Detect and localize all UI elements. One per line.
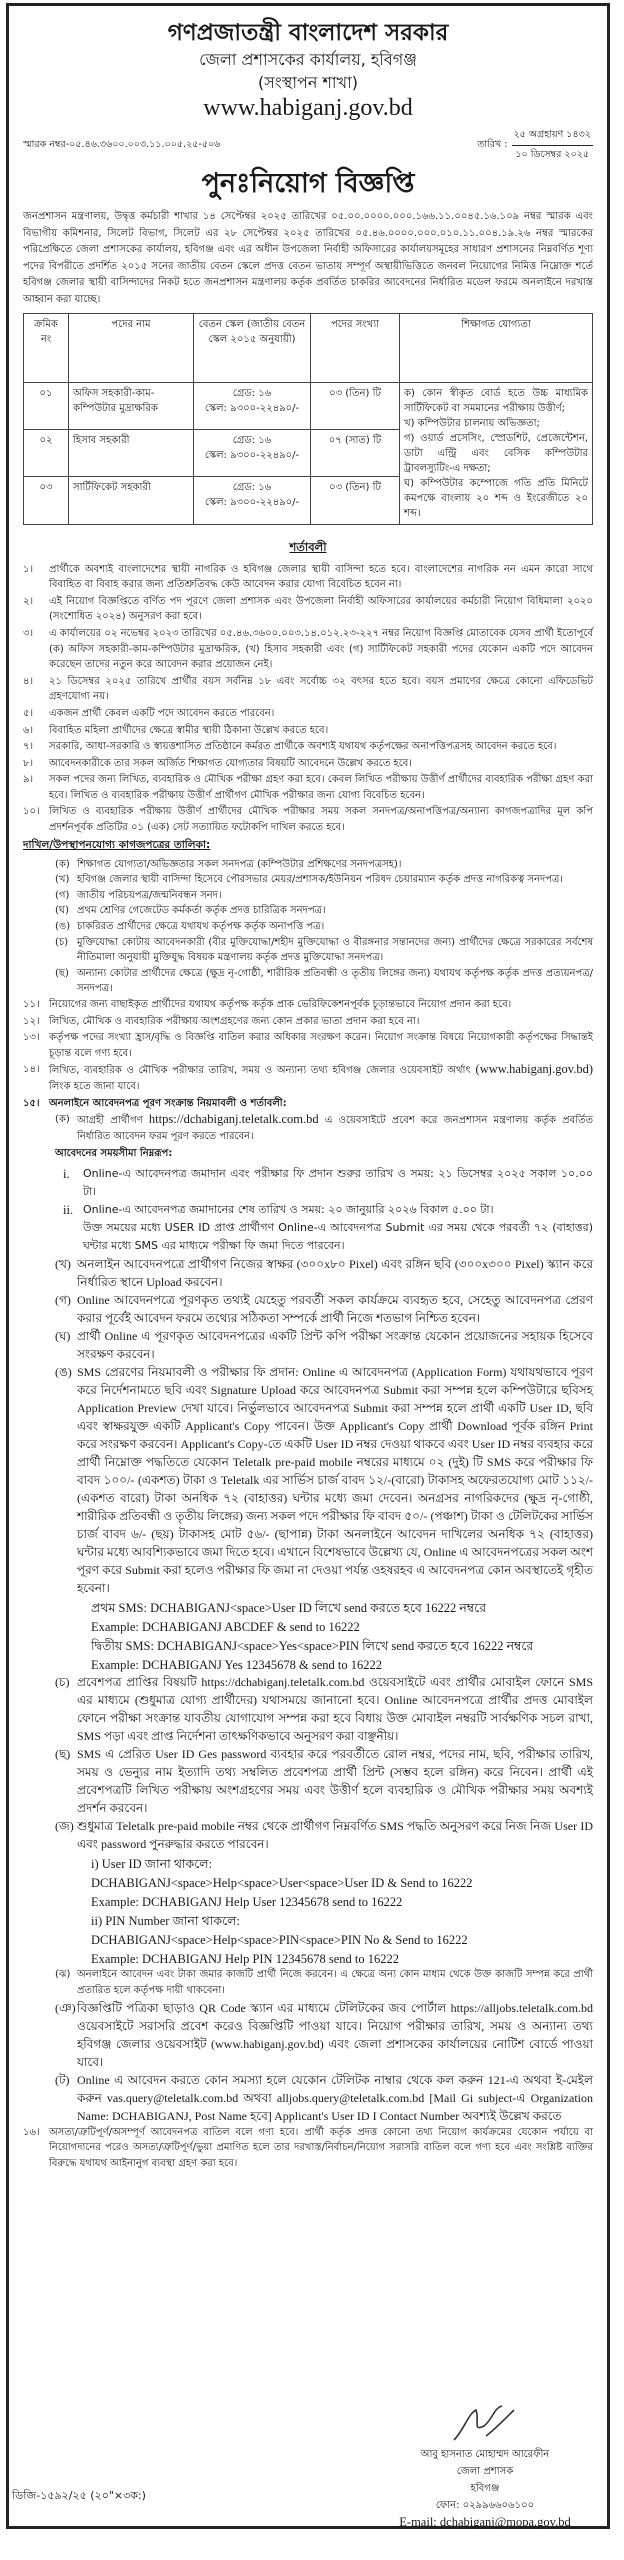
clause-text: সরকারি, আধা-সরকারি ও স্বায়ত্তশাসিত প্রতিষ্ঠানে কর্মরত প্রার্থীকে অবশ্যই যথাযথ কর্তৃপক্ষের অনাপত্তিপত্রসহ আবেদন করতে হবে। bbox=[49, 741, 557, 753]
clause-text: আবেদনকারীকে তার সকল অর্জিত শিক্ষাগত যোগ্যতার বিষয়টি আবেদনে উল্লেখ করতে হবে। bbox=[49, 757, 412, 769]
item-text: শুধুমাত্র Teletalk pre-paid mobile নম্বর থেকে প্রার্থীগণ নিম্নবর্ণিত SMS পদ্ধতি অনুসরণ করে নিজ নিজ User ID এবং password পুনরুদ্ধার করতে পারবেন। bbox=[77, 1819, 593, 1852]
online-item-jha bbox=[55, 1967, 593, 1998]
document-item bbox=[55, 903, 593, 919]
signature-block bbox=[370, 2400, 600, 2531]
clause-text: কর্তৃপক্ষ পদের সংখ্যা হ্রাস/বৃদ্ধি ও বিজ্ঞপ্তি বাতিল করার অধিকার সংরক্ষণ করেন। নিয়োগ সংক্রান্ত বিষয়ে নিয়োগকারী কর্তৃপক্ষের সিদ্ধান্তই চূড়ান্ত বলে গণ্য হবে। bbox=[49, 1032, 593, 1059]
clause-text: এ কার্যালয়ের ০২ নভেম্বর ২০২৩ তারিখের ০৫.৪৬.৩৬০০.০০৩.১৪.০১২.২৩-২২৭ নম্বর নিয়োগ বিজ্ঞপ্তি মোতাবেক যেসব প্রার্থী ইতোপূর্বে (ক) অফিস সহকারী-কাম-কম্পিউটার মুদ্রাক্ষরিক, (খ) হিসাব সহকারী এবং (গ) সার্টিফিকেট সহকারী পদের যেকোন একটি পদে আবেদন করেছেন তাদের নতুন করে আবেদন করার প্রয়োজন নেই। bbox=[49, 627, 594, 671]
clause-text: ২১ ডিসেম্বর ২০২৫ তারিখে প্রার্থীর বয়স সর্বনিম্ন ১৮ এবং সর্বোচ্চ ৩২ বৎসর হতে হবে। বয়স প্রমাণের ক্ষেত্রে কোনো এফিডেভিট গ্রহণযোগ্য নয়। bbox=[49, 675, 593, 703]
item-text: Online আবেদনপত্রে পূরণকৃত তথ্যই যেহেতু পরবর্তী সকল কার্যক্রমে ব্যবহৃত হবে, সেহেতু আবেদনপত্র প্রেরণ করার পূর্বেই আবেদন ফরমে তথ্যের সঠিকতা সম্পর্কে প্রার্থী নিজে শতভাগ নিশ্চিত হবেন। bbox=[77, 1293, 593, 1326]
grade: গ্রেড: ১৬ bbox=[232, 387, 272, 399]
pay-scale-cell bbox=[194, 429, 311, 476]
sms-first-example: Example: DCHABIGANJ ABCDEF & send to 16222 bbox=[91, 1620, 360, 1635]
clause-number: ৭। bbox=[23, 741, 34, 753]
recovery-userid-example: Example: DCHABIGANJ Help User 12345678 send to 16222 bbox=[91, 1895, 403, 1910]
recovery-pin-example: Example: DCHABIGANJ Help PIN 12345678 send to 16222 bbox=[91, 1952, 399, 1967]
clause-text: লিখিত, মৌখিক ও ব্যবহারিক পরীক্ষায় অংশগ্রহণের জন্য কোন প্রকার ভাতা প্রদান করা হবে না। bbox=[49, 1015, 420, 1027]
clause-text: এই নিয়োগ বিজ্ঞপ্তিতে বর্ণিত পদ পূরণে জেলা প্রশাসক এবং উপজেলা নির্বাহী অফিসারের কার্যালয়ের কর্মচারী নিয়োগ বিধিমালা ২০২০ (সংশোধিত ২০২৪) অনুসরণ করা হবে। bbox=[49, 595, 593, 623]
branch-name: (সংস্থাপন শাখা) bbox=[258, 73, 358, 92]
item-text: অন্যান্য কোটার প্রার্থীদের ক্ষেত্রে (ক্ষুদ্র নৃ-গোষ্ঠী, শারীরিক প্রতিবন্ধী ও তৃতীয় লিঙ্গের জন্য) যথাযথ কর্তৃপক্ষ কর্তৃক প্রদত্ত প্রত্যয়নপত্র/সনদপত্র। bbox=[77, 967, 593, 995]
date-bangla: ২৫ অগ্রহায়ণ ১৪৩২ bbox=[512, 128, 594, 146]
memo-row bbox=[23, 128, 593, 163]
document-item bbox=[55, 919, 593, 935]
clause-number: ১১। bbox=[23, 999, 40, 1010]
clause-number: ১২। bbox=[23, 1015, 40, 1027]
item-marker: (ঘ) bbox=[55, 1329, 71, 1344]
date-gregorian: ১০ ডিসেম্বর ২০২৫ bbox=[515, 149, 590, 160]
website-link[interactable]: www.habiganj.gov.bd bbox=[203, 95, 413, 121]
qualification-item: ঘ) কম্পিউটার কম্পোজে গতি প্রতি মিনিটে কমপক্ষে বাংলায় ২০ শব্দ ও ইংরেজীতে ২০ শব্দ। bbox=[404, 477, 588, 519]
condition-9 bbox=[23, 772, 593, 803]
deadline-item bbox=[63, 1201, 593, 1219]
deadline-note: উক্ত সময়ের মধ্যে USER ID প্রাপ্ত প্রার্থীগণ Online-এ আবেদনপত্র Submit এর সময় থেকে পরবর্তী ৭২ (বাহাত্তর) ঘন্টার মধ্যে SMS এর মাধ্যমে পরীক্ষা ফি জমা দিতে পারবেন। bbox=[83, 1221, 593, 1253]
item-marker: (খ) bbox=[55, 1257, 71, 1272]
clause-text: অসত্য/ত্রুটিপূর্ণ/অসম্পূর্ণ আবেদনপত্র বাতিল বলে গণ্য হবে। প্রার্থী কর্তৃক প্রদত্ত কোনো তথ্য নিয়োগ কার্যক্রমের যেকোন পর্যায়ে বা নিয়োগদানের পরেও অসত্য/ত্রুটিপূর্ণ/ভুয়া প্রমাণিত হলে তার দরখাস্ত/নির্বাচন/নিয়োগ সরাসরি বাতিল বলে গণ্য হবে এবং সংশ্লিষ্ট ব্যক্তির বিরুদ্ধে যথাযথ আইনানুগ ব্যবস্থা গ্রহণ করা হবে। bbox=[49, 2126, 593, 2169]
clause-text: একজন প্রার্থী কেবল একটি পদে আবেদন করতে পারবেন। bbox=[49, 707, 275, 719]
sms-second: দ্বিতীয় SMS: DCHABIGANJ<space>Yes<space>PIN লিখে send করতে হবে 16222 নম্বরে bbox=[91, 1639, 534, 1654]
document-item bbox=[55, 888, 593, 904]
scale: স্কেল: ৯৩০০-২২৪৯০/- bbox=[204, 402, 300, 414]
clause-text: লিখিত ও ব্যবহারিক পরীক্ষায় উত্তীর্ণ প্রার্থীদের মৌখিক পরীক্ষার সময় সকল সনদপত্র/অনাপত্তিপত্র/অন্যান্য কাগজপত্রাদির মূল কপি প্রদর্শনপূর্বক প্রতিটির ০১ (এক) সেট সত্যায়িত ফটোকপি দাখিল করতে হবে। bbox=[49, 806, 593, 834]
clause-number: ১। bbox=[23, 563, 34, 575]
item-text: অনলাইনে আবেদন এবং টাকা জমার কাজটি প্রার্থী নিজে করবেন। এ ক্ষেত্রে অন্য কোন মাধ্যম থেকে উক্ত কাজটি সম্পন্ন করে প্রার্থী প্রতারিত হলে কর্তৃপক্ষ দায়ী থাকবেনা। bbox=[77, 1969, 593, 1996]
recovery-userid-title: i) User ID জানা থাকলে: bbox=[91, 1857, 213, 1872]
online-item-ka bbox=[55, 1112, 593, 1144]
item-text: Online-এ আবেদনপত্র জমাদানের শেষ তারিখ ও সময়: ২০ জানুয়ারি ২০২৬ বিকাল ৫.০০ টা। bbox=[83, 1203, 494, 1217]
online-item-uma bbox=[55, 1363, 593, 1597]
recovery-userid-format: DCHABIGANJ<space>Help<space>User<space>User ID & Send to 16222 bbox=[91, 1876, 473, 1891]
condition-7 bbox=[23, 739, 593, 755]
grade: গ্রেড: ১৬ bbox=[232, 482, 272, 494]
online-item-kha bbox=[55, 1255, 593, 1291]
item-text: মুক্তিযোদ্ধা কোটায় আবেদনকারী (বীর মুক্তিযোদ্ধা/শহীদ মুক্তিযোদ্ধা ও বীরঙ্গনার সন্তানদের জন্য) প্রার্থীদের ক্ষেত্রে সরকারের সর্বশেষ নীতিমালা অনুযায়ী মুক্তিযুদ্ধ বিষয়ক মন্ত্রণালয় কর্তৃক প্রদত্ত মুক্তিযোদ্ধা সনদপত্র। bbox=[77, 936, 593, 964]
document-item bbox=[55, 966, 593, 997]
clause-number: ১৬। bbox=[23, 2126, 40, 2138]
online-item-ga bbox=[55, 1291, 593, 1327]
qualification-item: ক) কোন স্বীকৃত বোর্ড হতে উচ্চ মাধ্যমিক সার্টিফিকেট বা সমমানের পরীক্ষায় উত্তীর্ণ; bbox=[404, 387, 588, 414]
item-marker: (খ) bbox=[55, 874, 70, 886]
item-marker: i. bbox=[63, 1167, 70, 1182]
condition-15 bbox=[23, 1096, 593, 1112]
posts-table bbox=[23, 313, 593, 525]
memo-number: স্মারক নম্বর-০৫.৪৬.৩৬০০.০০৩.১১.০০৫.২৫-৫০৬ bbox=[23, 139, 221, 150]
clause-text: বিবাহিত মহিলা প্রার্থীদের ক্ষেত্রে স্বামীর স্থায়ী ঠিকানা উল্লেখ করতে হবে। bbox=[49, 724, 329, 736]
clause-text bbox=[49, 1062, 593, 1094]
clause-number: ১০। bbox=[23, 806, 40, 818]
item-marker: (ঝ) bbox=[55, 1969, 71, 1981]
online-item-nya bbox=[55, 1999, 593, 2071]
document-item bbox=[55, 857, 593, 873]
online-item-gha bbox=[55, 1327, 593, 1363]
table-row bbox=[24, 382, 593, 429]
clause-tail: লিংক হতে জানা যাবে। bbox=[49, 1080, 140, 1092]
condition-2 bbox=[23, 594, 593, 625]
signatory-phone: ফোন: ০২৯৯৬৬০৬১০০ bbox=[435, 2500, 535, 2511]
col-serial: ক্রমিক নং bbox=[24, 313, 69, 382]
table-header-row bbox=[24, 313, 593, 382]
item-marker: (ক) bbox=[55, 1114, 70, 1126]
post-count-cell: ০৩ (তিন) টি bbox=[311, 382, 400, 429]
col-post-name: পদের নাম bbox=[69, 313, 194, 382]
post-name-cell: হিসাব সহকারী bbox=[69, 429, 194, 476]
clause-number: ৫। bbox=[23, 707, 34, 719]
sms-second-example: Example: DCHABIGANJ Yes 12345678 & send to 16222 bbox=[91, 1658, 382, 1673]
signatory-designation: জেলা প্রশাসক bbox=[456, 2466, 514, 2477]
item-marker: (ট) bbox=[55, 2072, 70, 2087]
item-text: প্রবেশপত্র প্রাপ্তির বিষয়টি https://dchabiganj.teletalk.com.bd ওয়েবসাইটে এবং প্রার্থীর মোবাইল ফোনে SMS এর মাধ্যমে (শুধুমাত্র যোগ্য প্রার্থীদের) যথাসময়ে জানানো হবে। Online আবেদনপত্রে প্রার্থীর প্রদত্ত মোবাইল ফোনে পরীক্ষা সংক্রান্ত যাবতীয় যোগাযোগ সম্পন্ন করা হবে বিধায় উক্ত মোবাইল নম্বরটি সার্বক্ষণিক সচল রাখা, SMS পড়া এবং প্রাপ্ত নির্দেশনা তাৎক্ষণিকভাবে অনুসরণ করা বাঞ্ছনীয়। bbox=[77, 1675, 593, 1744]
deadline-item bbox=[63, 1165, 593, 1201]
website-link[interactable]: (www.habiganj.gov.bd) bbox=[475, 1062, 593, 1077]
serial-cell: ০৩ bbox=[24, 477, 69, 524]
clause-text: অনলাইনে আবেদনপত্র পূরণ সংক্রান্ত নিয়মাবলী ও শর্তাবলী: bbox=[49, 1097, 287, 1109]
item-text: Online-এ আবেদনপত্র জমাদান এবং পরীক্ষার ফি প্রদান শুরুর তারিখ ও সময়: ২১ ডিসেম্বর ২০২৫ সকাল ১০.০০ টা। bbox=[83, 1167, 593, 1199]
grade: গ্রেড: ১৬ bbox=[232, 434, 272, 446]
condition-13 bbox=[23, 1030, 593, 1061]
item-marker: (চ) bbox=[55, 1675, 70, 1690]
condition-12 bbox=[23, 1014, 593, 1030]
clause-number: ৩। bbox=[23, 627, 34, 639]
item-marker: (ক) bbox=[55, 858, 70, 870]
condition-6 bbox=[23, 723, 593, 739]
clause-number: ১৫। bbox=[23, 1097, 40, 1109]
recovery-pin-format: DCHABIGANJ<space>Help<space>PIN<space>PIN No & Send to 16222 bbox=[91, 1933, 468, 1948]
item-marker: ii. bbox=[63, 1203, 74, 1218]
online-item-chha bbox=[55, 1745, 593, 1817]
clause-number: ৪। bbox=[23, 675, 34, 687]
item-text: বিজ্ঞপ্তিটি পত্রিকা ছাড়াও QR Code স্ক্যান এর মাধ্যমে টেলিটকের জব পোর্টাল https://alljobs.teletalk.com.bd ওয়েবসাইটে সরাসরি প্রবেশ করেও বিজ্ঞপ্তিটি পাওয়া যাবে। নিয়োগ পরীক্ষার তারিখ, সময় ও অন্যান্য তথ্য হবিগঞ্জ জেলার ওয়েবসাইট (www.habiganj.gov.bd) এবং জেলা প্রশাসকের কার্যালয়ের নোটিশ বোর্ডে পাওয়া যাবে। bbox=[77, 2000, 593, 2069]
item-marker: (ঘ) bbox=[55, 905, 69, 917]
signatory-name: আবু হাসনাত মোহাম্মদ আরেফীন bbox=[420, 2449, 550, 2460]
col-post-count: পদের সংখ্যা bbox=[311, 313, 400, 382]
document-item bbox=[55, 935, 593, 966]
post-count-cell: ০৭ (সাত) টি bbox=[311, 429, 400, 476]
clause-text: নিয়োগের জন্য বাছাইকৃত প্রার্থীদের যথাযথ কর্তৃপক্ষ কর্তৃক প্রাক ভেরিফিকেশনপূর্বক চূড়ান্তভাবে নিয়োগ প্রদান করা হবে। bbox=[49, 999, 512, 1010]
item-marker: (গ) bbox=[55, 1293, 71, 1308]
clause-number: ২। bbox=[23, 595, 34, 607]
signature-icon bbox=[450, 2400, 520, 2446]
online-item-ja bbox=[55, 1817, 593, 1853]
date-block bbox=[477, 128, 593, 163]
col-pay-scale: বেতন স্কেল (জাতীয় বেতন স্কেল ২০১৫ অনুযায়ী) bbox=[194, 313, 311, 382]
notice-title: পুনঃনিয়োগ বিজ্ঞপ্তি bbox=[201, 168, 415, 199]
application-url-link[interactable]: https://dchabiganj.teletalk.com.bd bbox=[148, 1112, 319, 1127]
scale: স্কেল: ৯৩০০-২২৪৯০/- bbox=[204, 497, 300, 509]
footer-code: ডিজি-১৫৯২/২৫ (২০"×৩ক:) bbox=[12, 2489, 146, 2502]
condition-8 bbox=[23, 756, 593, 772]
condition-10 bbox=[23, 804, 593, 835]
clause-text: প্রার্থীকে অবশ্যই বাংলাদেশের স্থায়ী নাগরিক ও হবিগঞ্জ জেলার স্থায়ী বাসিন্দা হতে হবে। বাংলাদেশের নাগরিক নন এমন কারো সাথে বিবাহিত বা বিবাহ করার জন্য প্রতিশ্রুতিবদ্ধ কেউ আবেদন করার যোগ্য বিবেচিত হবেন না। bbox=[49, 563, 593, 591]
item-text: Online এ আবেদন করতে কোন সমস্যা হলে যেকোন টেলিটক নাম্বার থেকে কল করুন 121-এ অথবা ই-মেইল করুন vas.query@teletalk.com.bd অথবা alljobs.query@teletalk.com.bd [Mail Gi subject-এ Organization Name: DCHABIGANJ, Post Name হবে] Applicant's User ID I Contact Number অবশ্যই উল্লেখ করতে bbox=[77, 2072, 593, 2123]
item-pre: আগ্রহী প্রার্থীগণ bbox=[77, 1115, 143, 1127]
post-name-cell: অফিস সহকারী-কাম-কম্পিউটার মুদ্রাক্ষরিক bbox=[69, 382, 194, 429]
office-name: জেলা প্রশাসকের কার্যালয়, হবিগঞ্জ bbox=[199, 50, 417, 69]
clause-body: লিখিত, ব্যবহারিক ও মৌখিক পরীক্ষার তারিখ, সময় ও অন্যান্য তথ্য হবিগঞ্জ জেলার ওয়েবসাইট অর্থাৎ bbox=[49, 1065, 471, 1077]
item-text: SMS প্রেরণের নিয়মাবলী ও পরীক্ষার ফি প্রদান: Online এ আবেদনপত্র (Application Form) যথাযথভাবে পূরণ করে নির্দেশনামতে ছবি এবং Signature Upload করে আবেদনপত্র Submit করা সম্পন্ন হলে কম্পিউটারে ছবিসহ Application Preview দেখা যাবে। নির্ভুলভাবে আবেদনপত্র Submit করা সম্পন্ন হলে প্রার্থী একটি User ID, ছবি এবং স্বাক্ষরযুক্ত একটি Applicant's Copy পাবেন। উক্ত Applicant's Copy প্রার্থী Download পূর্বক রঙ্গিন Print করে সংরক্ষণ করবেন। Applicant's Copy-তে একটি User ID নম্বর দেওয়া থাকবে এবং User ID নম্বর ব্যবহার করে প্রার্থী নিম্নোক্ত পদ্ধতিতে যেকোন Teletalk pre-paid mobile নম্বরের মাধ্যমে ০২ (দুই) টি SMS করে পরীক্ষার ফি বাবদ ১০০/- (একশত) টাকা ও Teletalk এর সার্ভিস চার্জ বাবদ ১২/-(বারো) টাকাসহ অফেরতযোগ্য মোট ১১২/-(একশত বারো) টাকা অনধিক ৭২ (বাহাত্তর) ঘন্টার মধ্যে জমা দেবেন। অনগ্রসর নাগরিকদের (ক্ষুদ্র নৃ-গোষ্ঠী, শারীরিক প্রতিবন্ধী ও তৃতীয় লিঙ্গের) জন্য সকল পদে পরীক্ষার ফি বাবদ ৫০/- (পঞ্চাশ) টাকা ও টেলিটকের সার্ভিস চার্জ বাবদ ৬/- (ছয়) টাকাসহ মোট ৫৬/- (ছাপান্ন) টাকা অনলাইনে আবেদন দাখিলের অনধিক ৭২ (বাহাত্তর) ঘন্টার মধ্যে আবশ্যিকভাবে জমা দিতে হবে। এখানে বিশেষভাবে উল্লেখ্য যে, Online এ আবেদনপত্রের সকল অংশ পূরণ করে Submit করা হলেও পরীক্ষার ফি জমা না দেওয়া পর্যন্ত ওহষরহব এ আবেদনপত্র কোন অবস্থাতেই গৃহীত হবেনা। bbox=[77, 1365, 593, 1596]
condition-16 bbox=[23, 2125, 593, 2172]
signatory-district: হবিগঞ্জ bbox=[470, 2483, 500, 2494]
item-text: জাতীয় পরিচয়পত্র/জন্মনিবন্ধন সনদ। bbox=[77, 889, 222, 901]
clause-number: ১৪। bbox=[23, 1064, 40, 1076]
item-marker: (জ) bbox=[55, 1819, 74, 1834]
item-text: অনলাইন আবেদনপত্রে প্রার্থীগণ নিজের স্বাক্ষর (৩০০x৮০ Pixel) এবং রঙ্গিন ছবি (৩০০x৩০০ Pixel) স্ক্যান করে নির্ধারিত স্থানে Upload করবেন। bbox=[77, 1257, 593, 1290]
scale: স্কেল: ৯৩০০-২২৪৯০/- bbox=[204, 449, 300, 461]
condition-1 bbox=[23, 562, 593, 593]
date-label: তারিখ : bbox=[477, 139, 508, 150]
document-item bbox=[55, 872, 593, 888]
intro-paragraph: জনপ্রশাসন মন্ত্রণালয়, উদ্বৃত্ত কর্মচারী শাখার ১৪ সেপ্টেম্বর ২০২৫ তারিখের ০৫.০০.০০০০.০০০.১৬৬.১১.০০৪৫.১৬.১০৯ নম্বর স্মারক এবং বিভাগীয় কমিশনার, সিলেট বিভাগ, সিলেট এর ২৮ সেপ্টেম্বর ২০২৫ তারিখের ০৫.৪৬.০০০০.০০০.০১০.১১.০০৪.১৯.২৬ নম্বর স্মারকের পরিপ্রেক্ষিতে জেলা প্রশাসকের কার্যালয়, হবিগঞ্জ এবং এর অধীন উপজেলা নির্বাহী অফিসারের কার্যালয়সমূহের সাধারণ প্রশাসনের নিম্নবর্ণিত শূণ্য পদের বিপরীতে প্রদর্শিত ২০১৫ সনের জাতীয় বেতন স্কেলে প্রদত্ত বেতন ভাতায় সম্পূর্ণ অস্থায়ীভিত্তিতে জনবল নিয়োগের নিমিত্ত নিম্নোক্ত শর্তে হবিগঞ্জ জেলার স্থায়ী বাসিন্দাদের নিকট হতে জনপ্রশাসন মন্ত্রণালয় কর্তৃক প্রবর্তিত চাকরির আবেদনের নির্ধারিত মডেল ফরমে অনলাইনে দরখাস্ত আহ্বান করা যাচ্ছে। bbox=[23, 211, 593, 305]
clause-text: সকল পদের জন্য লিখিত, ব্যবহারিক ও মৌখিক পরীক্ষা গ্রহণ করা হবে। কেবল লিখিত পরীক্ষায় উত্তীর্ণ প্রার্থীদের ব্যবহারিক পরীক্ষা গ্রহণ করা হবে। লিখিত ও ব্যবহারিক পরীক্ষায় উত্তীর্ণ প্রার্থীগণ মৌখিক পরীক্ষার জন্য যোগ্য বিবেচিত হবেন। bbox=[49, 774, 593, 801]
signatory-email[interactable]: E-mail: dchabiganj@mopa.gov.bd bbox=[399, 2515, 571, 2529]
col-qualification: শিক্ষাগত যোগ্যতা bbox=[400, 313, 593, 382]
clause-number: ৬। bbox=[23, 724, 34, 736]
condition-3 bbox=[23, 626, 593, 673]
documents-title: দাখিল/উপস্থাপনযোগ্য কাগজপত্রের তালিকা: bbox=[23, 838, 211, 851]
item-text: চাকরিরত প্রার্থীদের ক্ষেত্রে যথাযথ কর্তৃপক্ষ কর্তৃক অনাপত্তি পত্র। bbox=[77, 921, 325, 933]
item-marker: (চ) bbox=[55, 936, 69, 948]
item-marker: (ঙ) bbox=[55, 921, 71, 933]
deadline-title: আবেদনের সময়সীমা নিম্নরূপ: bbox=[55, 1148, 173, 1160]
item-marker: (ছ) bbox=[55, 1747, 71, 1762]
qualification-cell bbox=[400, 382, 593, 524]
item-text: প্রথম শ্রেণির গেজেটেড কর্মকর্তা কর্তৃক প্রদত্ত চারিত্রিক সনদপত্র। bbox=[77, 905, 326, 917]
recovery-pin-title: ii) PIN Number জানা থাকলে: bbox=[91, 1914, 240, 1929]
item-text: শিক্ষাগত যোগ্যতা/অভিজ্ঞতার সকল সনদপত্র (কম্পিউটার প্রশিক্ষণের সনদপত্রসহ)। bbox=[77, 858, 402, 870]
condition-11 bbox=[23, 997, 593, 1013]
serial-cell: ০১ bbox=[24, 382, 69, 429]
item-marker: (ছ) bbox=[55, 967, 69, 979]
clause-number: ১৩। bbox=[23, 1032, 40, 1044]
clause-number: ৯। bbox=[23, 774, 34, 786]
item-text: SMS এ প্রেরিত User ID Ges password ব্যবহার করে পরবর্তীতে রোল নম্বর, পদের নাম, ছবি, পরীক্ষার তারিখ, সময় ও ভেন্যুর নাম ইত্যাদি তথ্য সম্বলিত প্রবেশপত্র প্রার্থী প্রিন্ট (সম্ভব হলে রঙ্গিন) করে নিবেন। প্রার্থী এই প্রবেশপত্রটি লিখিত পরীক্ষায় অংশগ্রহণের সময় এবং উত্তীর্ণ হলে ব্যবহারিক ও মৌখিক পরীক্ষার সময় অবশ্যই প্রদর্শন করবেন। bbox=[77, 1747, 593, 1816]
serial-cell: ০২ bbox=[24, 429, 69, 476]
item-text: হবিগঞ্জ জেলার স্থায়ী বাসিন্দা হিসেবে পৌরসভার মেয়র/প্রশাসক/ইউনিয়ন পরিষদ চেয়ারম্যান কর্তৃক প্রদত্ত নাগরিকত্ব সনদপত্র। bbox=[77, 874, 563, 886]
item-marker: (ঙ) bbox=[55, 1365, 72, 1380]
online-item-cha bbox=[55, 1673, 593, 1745]
notice-frame bbox=[6, 3, 610, 2529]
condition-14 bbox=[23, 1062, 593, 1094]
header bbox=[23, 18, 593, 122]
condition-4 bbox=[23, 674, 593, 705]
qualification-item: খ) কম্পিউটার চালনায় অভিজ্ঞতা; bbox=[404, 417, 540, 429]
item-text: প্রার্থী Online এ পূরণকৃত আবেদনপত্রের একটি প্রিন্ট কপি পরীক্ষা সংক্রান্ত যেকোন প্রয়োজনের সহায়ক হিসেবে সংরক্ষণ করবেন। bbox=[77, 1329, 593, 1362]
item-post: এ ওয়েবসাইটে প্রবেশ করে জনপ্রশাসন মন্ত্রণালয় কর্তৃক প্রবর্তিত নির্ধারিত আবেদন ফরম পূরণ করতে পারবেন। bbox=[77, 1115, 594, 1142]
qualification-item: গ) ওয়ার্ড প্রসেসিং, স্প্রেডশিট, প্রেজেন্টেশন, ডাটা এন্ট্রি এবং বেসিক কম্পিউটার ট্রাবলস্যুটিং-এ দক্ষতা; bbox=[404, 432, 588, 474]
pay-scale-cell bbox=[194, 477, 311, 524]
pay-scale-cell bbox=[194, 382, 311, 429]
conditions-title: শর্তাবলী bbox=[289, 539, 327, 554]
sms-first: প্রথম SMS: DCHABIGANJ<space>User ID লিখে send করতে হবে 16222 নম্বরে bbox=[91, 1601, 487, 1616]
item-text bbox=[77, 1112, 593, 1144]
post-name-cell: সার্টিফিকেট সহকারী bbox=[69, 477, 194, 524]
clause-number: ৮। bbox=[23, 757, 34, 769]
condition-5 bbox=[23, 706, 593, 722]
government-name: গণপ্রজাতন্ত্রী বাংলাদেশ সরকার bbox=[167, 20, 449, 46]
online-item-ta bbox=[55, 2071, 593, 2125]
post-count-cell: ০৩ (তিন) টি bbox=[311, 477, 400, 524]
signature-mark bbox=[370, 2400, 600, 2446]
item-marker: (গ) bbox=[55, 889, 70, 901]
item-marker: (ঞ) bbox=[55, 2000, 76, 2015]
